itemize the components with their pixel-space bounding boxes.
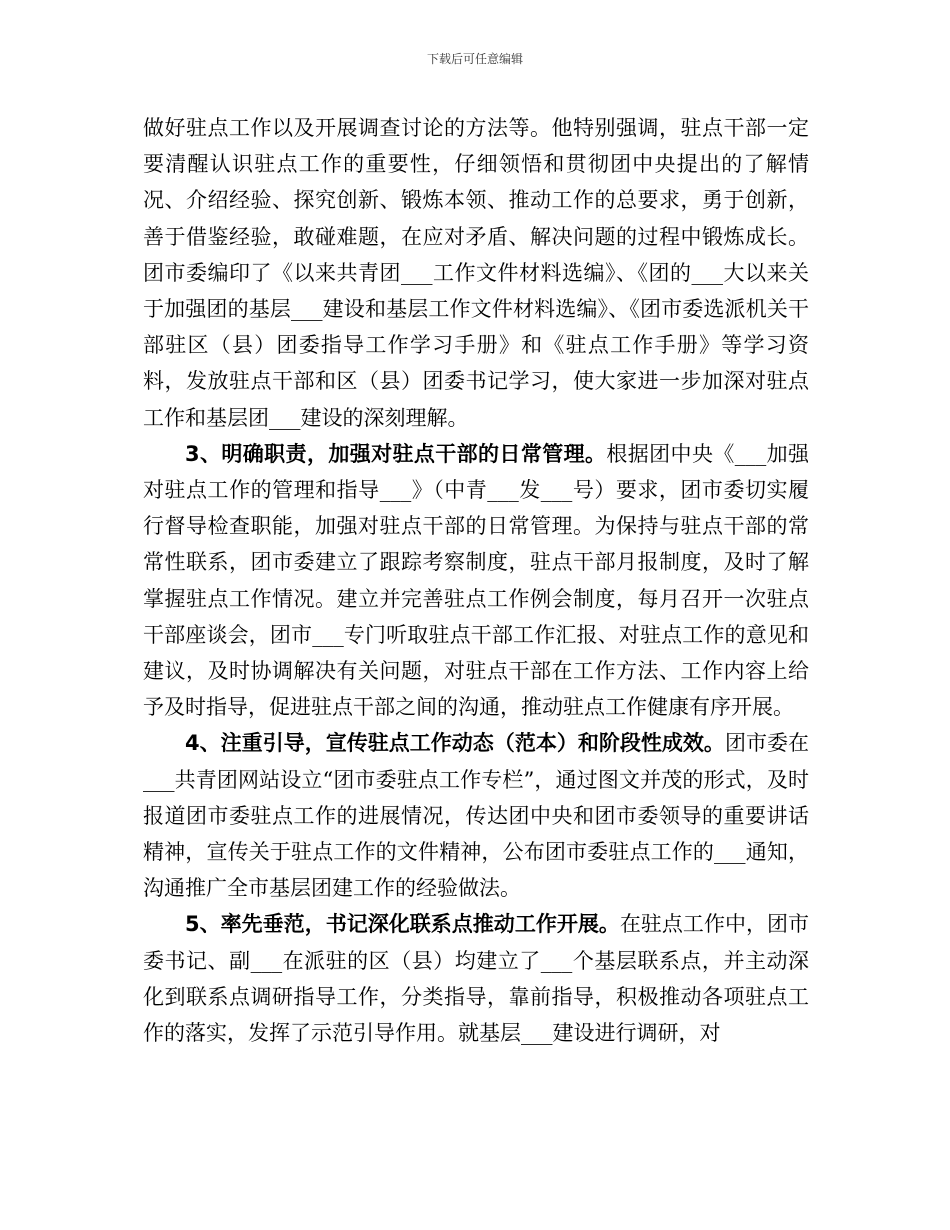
page-header: 下载后可任意编辑 — [426, 52, 523, 66]
paragraph-heading: 3、明确职责，加强对驻点干部的日常管理。 — [185, 441, 607, 466]
paragraph-body: 做好驻点工作以及开展调查讨论的方法等。他特别强调，驻点干部一定要清醒认识驻点工作的重要性，仔细领悟和贯彻团中央提出的了解情况、介绍经验、探究创新、锻炼本领、推动工作的总要求，勇于创新，善于借鉴经验，敢碰难题，在应对矛盾、解决问题的过程中锻炼成长。团市委编印了《以来共青团___工作文件材料选编》、《团的___大以来关于加强团的基层___建设和基层工作文件材料选编》、《团市委选派机关干部驻区（县）团委指导工作学习手册》和《驻点工作手册》等学习资料，发放驻点干部和区（县）团委书记学习，使大家进一步加深对驻点工作和基层团___建设的深刻理解。 — [143, 116, 809, 430]
paragraph-item-4 — [143, 725, 809, 906]
paragraph-body: 在驻点工作中，团市委书记、副___在派驻的区（县）均建立了___个基层联系点，并主动深化到联系点调研指导工作，分类指导，靠前指导，积极推动各项驻点工作的落实，发挥了示范引导作用。就基层___建设进行调研，对 — [143, 912, 809, 1046]
paragraph-item-5 — [143, 906, 809, 1051]
paragraph-body: 根据团中央《___加强对驻点工作的管理和指导___》（中青___发___号）要求，团市委切实履行督导检查职能，加强对驻点干部的日常管理。为保持与驻点干部的常常性联系，团市委建立了跟踪考察制度，驻点干部月报制度，及时了解掌握驻点工作情况。建立并完善驻点工作例会制度，每月召开一次驻点干部座谈会，团市___专门听取驻点干部工作汇报、对驻点工作的意见和建议，及时协调解决有关问题，对驻点干部在工作方法、工作内容上给予及时指导，促进驻点干部之间的沟通，推动驻点工作健康有序开展。 — [143, 441, 809, 720]
paragraph-heading: 5、率先垂范，书记深化联系点推动工作开展。 — [185, 912, 620, 937]
paragraph-heading: 4、注重引导，宣传驻点工作动态（范本）和阶段性成效。 — [185, 731, 725, 756]
paragraph-body: 团市委在___共青团网站设立“团市委驻点工作专栏”，通过图文并茂的形式，及时报道团市委驻点工作的进展情况，传达团中央和团市委领导的重要讲话精神，宣传关于驻点工作的文件精神，公布团市委驻点工作的___通知，沟通推广全市基层团建工作的经验做法。 — [143, 731, 809, 901]
paragraph-item-3 — [143, 436, 809, 726]
paragraph-continuation — [143, 110, 809, 436]
document-body — [143, 110, 809, 1051]
